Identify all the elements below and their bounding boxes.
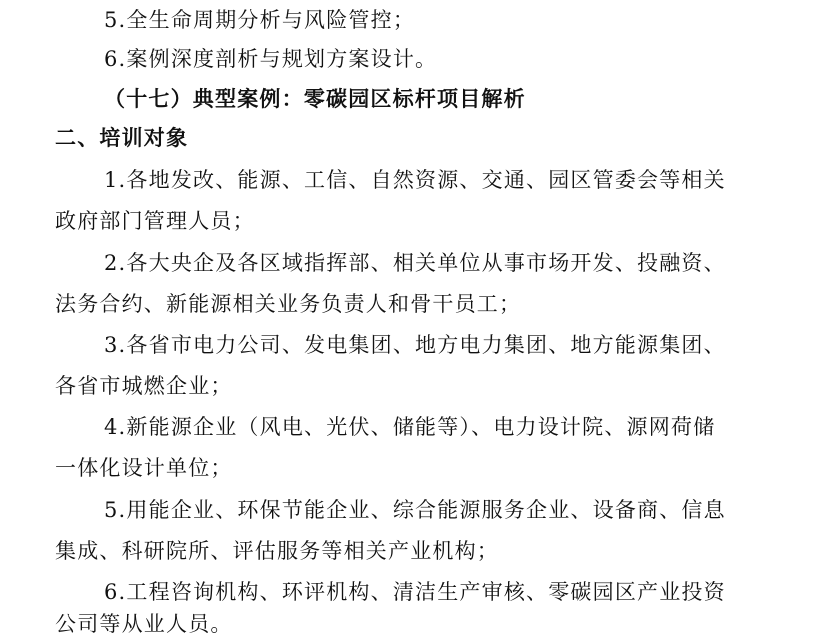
paragraph-line: 6.工程咨询机构、环评机构、清洁生产审核、零碳园区产业投资 (104, 580, 726, 604)
paragraph-line: 一体化设计单位； (55, 456, 233, 480)
paragraph-line: 3.各省市电力公司、发电集团、地方电力集团、地方能源集团、 (104, 333, 726, 357)
paragraph-line: 2.各大央企及各区域指挥部、相关单位从事市场开发、投融资、 (104, 251, 726, 275)
list-item: 5.全生命周期分析与风险管控； (104, 8, 416, 32)
paragraph-line: 1.各地发改、能源、工信、自然资源、交通、园区管委会等相关 (104, 168, 726, 192)
section-title: 二、培训对象 (55, 125, 189, 150)
paragraph-line: 集成、科研院所、评估服务等相关产业机构； (55, 539, 499, 563)
paragraph-line: 各省市城燃企业； (55, 374, 233, 398)
paragraph-line: 法务合约、新能源相关业务负责人和骨干员工； (55, 292, 522, 316)
section-heading: （十七）典型案例：零碳园区标杆项目解析 (104, 86, 526, 111)
paragraph-line: 5.用能企业、环保节能企业、综合能源服务企业、设备商、信息 (104, 498, 726, 522)
paragraph-line: 政府部门管理人员； (55, 209, 255, 233)
paragraph-line: 4.新能源企业（风电、光伏、储能等）、电力设计院、源网荷储 (104, 415, 716, 439)
list-item: 6.案例深度剖析与规划方案设计。 (104, 47, 438, 71)
paragraph-line: 公司等从业人员。 (55, 612, 233, 636)
